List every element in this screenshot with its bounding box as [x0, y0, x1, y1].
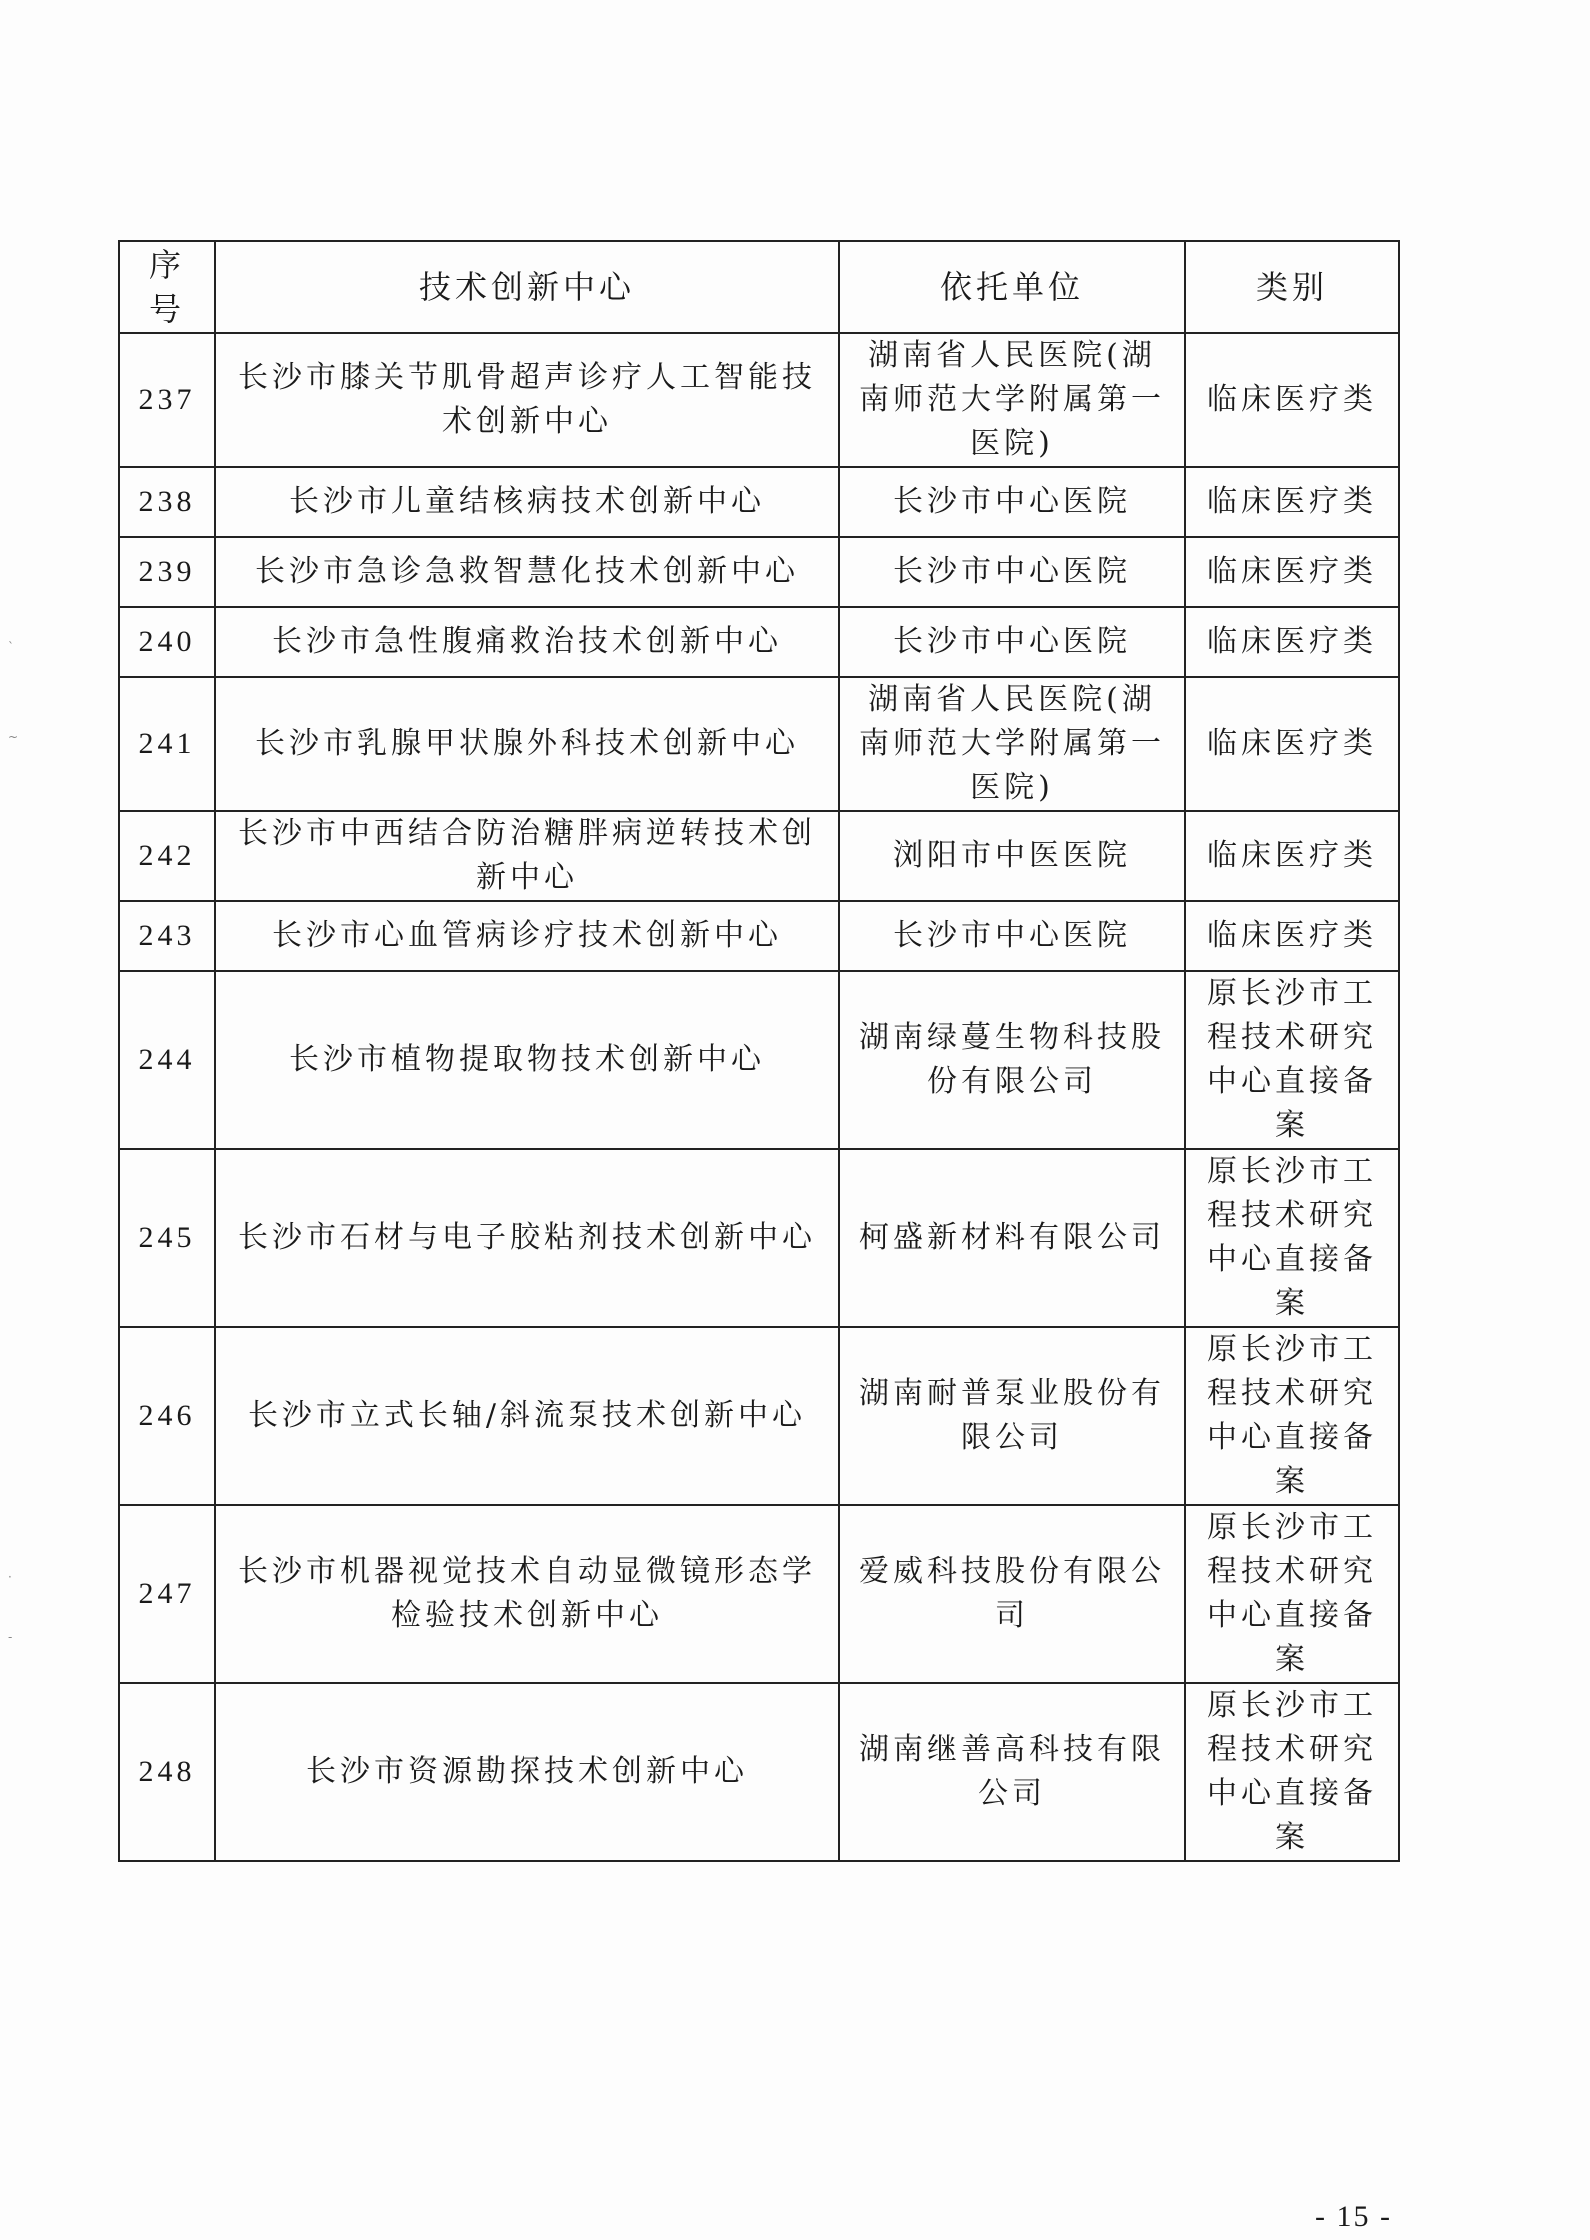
innovation-center-table: [118, 240, 1400, 1862]
row-supporting-unit: 柯盛新材料有限公司: [839, 1149, 1185, 1327]
row-center-name: 长沙市中西结合防治糖胖病逆转技术创新中心: [215, 811, 839, 901]
table-row: [119, 677, 1399, 811]
row-supporting-unit: 湖南耐普泵业股份有限公司: [839, 1327, 1185, 1505]
row-center-name: 长沙市立式长轴/斜流泵技术创新中心: [215, 1327, 839, 1505]
row-number: 237: [119, 333, 215, 467]
row-center-name: 长沙市植物提取物技术创新中心: [215, 971, 839, 1149]
row-category: 临床医疗类: [1185, 811, 1399, 901]
table-row: [119, 1149, 1399, 1327]
table-row: [119, 901, 1399, 971]
row-supporting-unit: 湖南继善高科技有限公司: [839, 1683, 1185, 1861]
table-row: [119, 537, 1399, 607]
scan-mark: ~: [8, 730, 19, 744]
row-center-name: 长沙市膝关节肌骨超声诊疗人工智能技术创新中心: [215, 333, 839, 467]
row-category: 临床医疗类: [1185, 901, 1399, 971]
row-number: 242: [119, 811, 215, 901]
row-supporting-unit: 爱威科技股份有限公司: [839, 1505, 1185, 1683]
row-number: 241: [119, 677, 215, 811]
table-row: [119, 811, 1399, 901]
row-category: 临床医疗类: [1185, 537, 1399, 607]
row-center-name: 长沙市急性腹痛救治技术创新中心: [215, 607, 839, 677]
row-supporting-unit: 湖南绿蔓生物科技股份有限公司: [839, 971, 1185, 1149]
row-center-name: 长沙市急诊急救智慧化技术创新中心: [215, 537, 839, 607]
row-supporting-unit: 湖南省人民医院(湖南师范大学附属第一医院): [839, 333, 1185, 467]
row-category: 原长沙市工程技术研究中心直接备案: [1185, 1505, 1399, 1683]
row-supporting-unit: 长沙市中心医院: [839, 607, 1185, 677]
scan-mark: ˋ: [8, 640, 14, 654]
row-number: 239: [119, 537, 215, 607]
table-row: [119, 1327, 1399, 1505]
row-category: 临床医疗类: [1185, 677, 1399, 811]
row-category: 临床医疗类: [1185, 607, 1399, 677]
header-supporting-unit: 依托单位: [839, 241, 1185, 333]
table-row: [119, 467, 1399, 537]
table-row: [119, 607, 1399, 677]
row-number: 243: [119, 901, 215, 971]
row-supporting-unit: 湖南省人民医院(湖南师范大学附属第一医院): [839, 677, 1185, 811]
row-number: 246: [119, 1327, 215, 1505]
table-row: [119, 333, 1399, 467]
row-number: 238: [119, 467, 215, 537]
row-supporting-unit: 长沙市中心医院: [839, 467, 1185, 537]
table-header-row: [119, 241, 1399, 333]
row-category: 原长沙市工程技术研究中心直接备案: [1185, 1327, 1399, 1505]
row-number: 244: [119, 971, 215, 1149]
table-row: [119, 971, 1399, 1149]
header-serial-number: 序号: [119, 241, 215, 333]
row-supporting-unit: 浏阳市中医医院: [839, 811, 1185, 901]
row-number: 240: [119, 607, 215, 677]
row-center-name: 长沙市资源勘探技术创新中心: [215, 1683, 839, 1861]
row-category: 原长沙市工程技术研究中心直接备案: [1185, 971, 1399, 1149]
row-number: 248: [119, 1683, 215, 1861]
table-row: [119, 1505, 1399, 1683]
row-category: 原长沙市工程技术研究中心直接备案: [1185, 1149, 1399, 1327]
row-center-name: 长沙市机器视觉技术自动显微镜形态学检验技术创新中心: [215, 1505, 839, 1683]
row-center-name: 长沙市乳腺甲状腺外科技术创新中心: [215, 677, 839, 811]
row-category: 临床医疗类: [1185, 467, 1399, 537]
header-center-name: 技术创新中心: [215, 241, 839, 333]
row-supporting-unit: 长沙市中心医院: [839, 901, 1185, 971]
table-row: [119, 1683, 1399, 1861]
row-number: 245: [119, 1149, 215, 1327]
header-category: 类别: [1185, 241, 1399, 333]
page-number: - 15 -: [1315, 2200, 1392, 2233]
row-center-name: 长沙市石材与电子胶粘剂技术创新中心: [215, 1149, 839, 1327]
scan-mark: ·: [8, 1570, 12, 1584]
row-center-name: 长沙市儿童结核病技术创新中心: [215, 467, 839, 537]
row-supporting-unit: 长沙市中心医院: [839, 537, 1185, 607]
row-category: 原长沙市工程技术研究中心直接备案: [1185, 1683, 1399, 1861]
scan-mark: -: [8, 1630, 13, 1644]
row-center-name: 长沙市心血管病诊疗技术创新中心: [215, 901, 839, 971]
row-category: 临床医疗类: [1185, 333, 1399, 467]
row-number: 247: [119, 1505, 215, 1683]
